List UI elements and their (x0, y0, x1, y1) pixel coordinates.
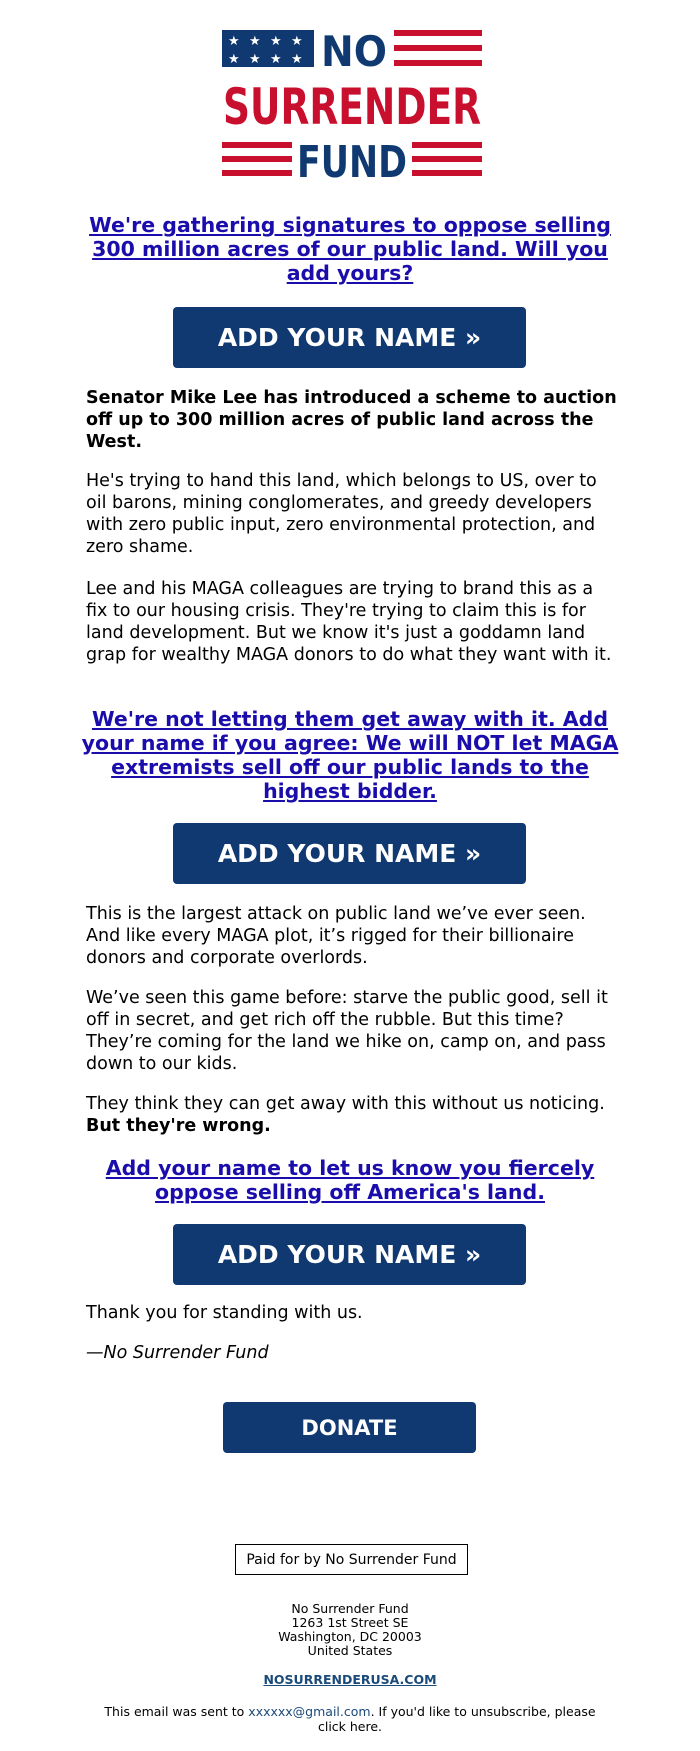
svg-text:★: ★ (291, 52, 303, 67)
thank-you-text: Thank you for standing with us. (86, 1303, 363, 1323)
footer-text (90, 1704, 610, 1734)
add-your-name-button-3[interactable]: ADD YOUR NAME » (173, 1224, 526, 1285)
svg-text:★: ★ (249, 34, 261, 49)
address-street: 1263 1st Street SE (291, 1615, 409, 1630)
footer-email-link[interactable]: xxxxxx@gmail.com (248, 1704, 371, 1719)
headline-link-signatures[interactable]: We're gathering signatures to oppose selling 300 million acres of our public land. Will you add yours? (89, 213, 611, 285)
paragraph-maga-colleagues: Lee and his MAGA colleagues are trying to brand this as a fix to our housing crisis. They're trying to claim this is for land development. But we know it's just a goddamn land grap for wealthy MAGA donors to do what they want with it. (86, 579, 612, 665)
paragraph-hand-land: He's trying to hand this land, which belongs to US, over to oil barons, mining conglomerates, and greedy developers with zero public input, zero environmental protection, and zero shame. (86, 471, 597, 557)
donate-button[interactable]: DONATE (223, 1402, 476, 1453)
logo-line-no: NO (321, 27, 387, 76)
svg-text:★: ★ (228, 34, 240, 49)
no-surrender-fund-logo[interactable] (222, 27, 482, 188)
paragraph-think-away-text: They think they can get away with this without us noticing. (86, 1094, 605, 1114)
logo-line-fund: FUND (297, 137, 407, 188)
logo-line-surrender: SURRENDER (223, 78, 481, 136)
svg-text:★: ★ (270, 52, 282, 67)
paragraph-theyre-wrong: But they're wrong. (86, 1116, 271, 1136)
address-city: Washington, DC 20003 (278, 1629, 422, 1644)
svg-text:★: ★ (291, 34, 303, 49)
address-country: United States (307, 1643, 393, 1658)
svg-text:★: ★ (270, 34, 282, 49)
svg-text:★: ★ (249, 52, 261, 67)
headline-link-add-your-name[interactable]: Add your name to let us know you fiercely oppose selling off America's land. (105, 1156, 595, 1204)
headline-link-not-letting[interactable]: We're not letting them get away with it. Add your name if you agree: We will NOT let MAGA extremists sell off our public lands to the highest bidder. (81, 707, 619, 803)
footer-prefix: This email was sent to (104, 1704, 245, 1719)
logo-graphic (222, 27, 482, 188)
footer-unsubscribe-text[interactable]: . If you'd like to unsubscribe, please click here. (317, 1704, 596, 1734)
address-name: No Surrender Fund (291, 1601, 409, 1616)
intro-paragraph: Senator Mike Lee has introduced a scheme to auction off up to 300 million acres of public land across the West. (86, 388, 617, 452)
paid-for-box: Paid for by No Surrender Fund (235, 1544, 468, 1575)
website-link[interactable]: NOSURRENDERUSA.COM (263, 1672, 437, 1687)
signature-text: —No Surrender Fund (86, 1343, 269, 1363)
add-your-name-button-1[interactable]: ADD YOUR NAME » (173, 307, 526, 368)
paragraph-largest-attack: This is the largest attack on public land we’ve ever seen. And like every MAGA plot, it’s rigged for their billionaire donors and corporate overlords. (86, 904, 586, 968)
paragraph-seen-this-game: We’ve seen this game before: starve the public good, sell it off in secret, and get rich off the rubble. But this time? They’re coming for the land we hike on, camp on, and pass down to our kids. (86, 988, 608, 1074)
paragraph-think-away (86, 1093, 619, 1137)
svg-text:★: ★ (228, 52, 240, 67)
add-your-name-button-2[interactable]: ADD YOUR NAME » (173, 823, 526, 884)
